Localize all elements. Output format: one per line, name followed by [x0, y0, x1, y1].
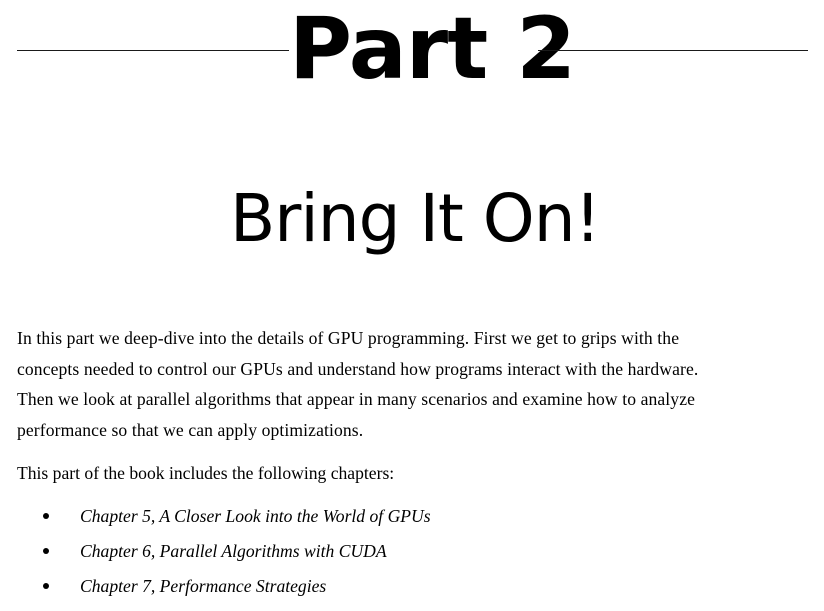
header-rule-left — [17, 50, 289, 51]
bullet-icon — [43, 583, 49, 589]
chapter-title: Chapter 6, Parallel Algorithms with CUDA — [80, 541, 387, 561]
part-subtitle: Bring It On! — [229, 180, 600, 257]
part-header — [0, 0, 824, 100]
intro-line: performance so that we can apply optimizations. — [17, 419, 364, 440]
chapter-title: Chapter 5, A Closer Look into the World of GPUs — [80, 506, 431, 526]
intro-paragraph — [17, 323, 817, 445]
part-title: Part 2 — [289, 0, 576, 99]
chapters-intro: This part of the book includes the following chapters: — [17, 463, 395, 483]
chapter-title: Chapter 7, Performance Strategies — [80, 576, 327, 596]
bullet-icon — [43, 548, 49, 554]
intro-line: Then we look at parallel algorithms that appear in many scenarios and examine how to analyze — [17, 389, 696, 409]
bullet-icon — [43, 513, 49, 519]
header-rule-right — [538, 50, 808, 51]
intro-line: In this part we deep-dive into the details of GPU programming. First we get to grips with the — [17, 328, 680, 348]
intro-line: concepts needed to control our GPUs and understand how programs interact with the hardware. — [17, 358, 699, 379]
